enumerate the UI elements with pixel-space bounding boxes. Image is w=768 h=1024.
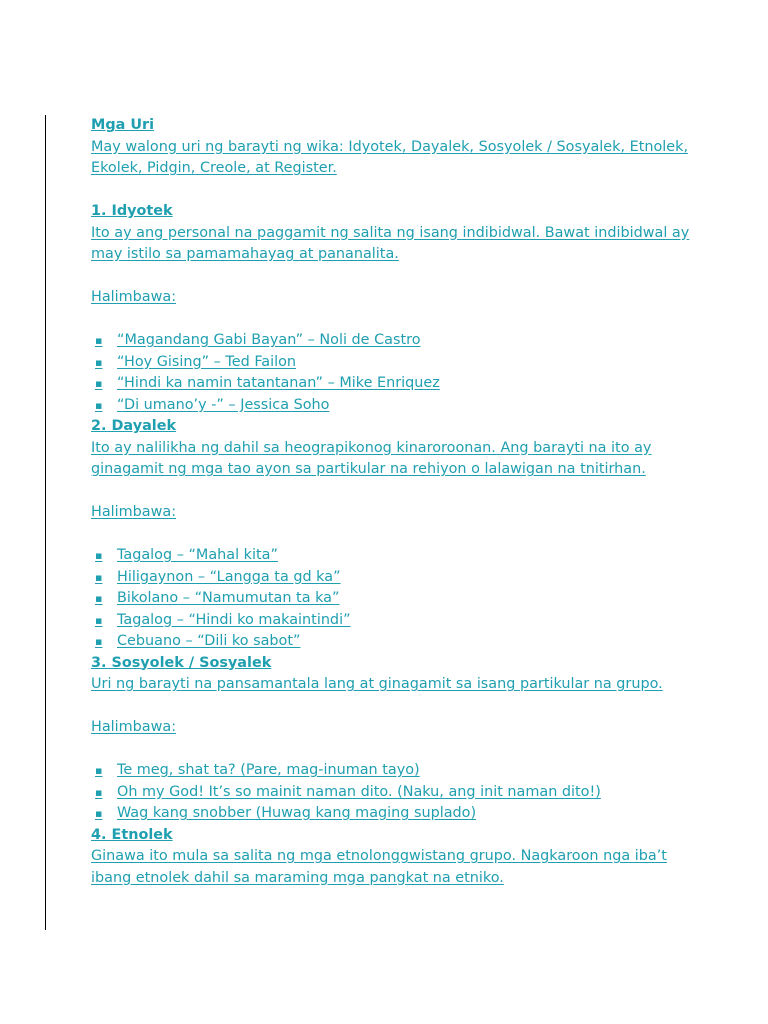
example-text: Wag kang snobber (Huwag kang maging suplado) (117, 805, 477, 821)
example-text: Cebuano – “Dili ko sabot” (117, 633, 301, 649)
bullet-icon: ▪ (95, 355, 103, 369)
example-text: “Hindi ka namin tatantanan” – Mike Enriquez (117, 375, 440, 391)
section-text-line: Ito ay ang personal na paggamit ng salita ng isang indibidwal. Bawat indibidwal ay (91, 224, 690, 241)
examples-list-idyotek (91, 330, 731, 416)
list-item (91, 352, 731, 374)
section-text-line: may istilo sa pamamahayag at pananalita. (91, 246, 399, 262)
list-item (91, 545, 731, 567)
section-text-line: ginagamit ng mga tao ayon sa partikular na rehiyon o lalawigan na tnitirhan. (91, 461, 646, 477)
example-text: Tagalog – “Hindi ko makaintindi” (117, 611, 351, 628)
bullet-icon: ▪ (95, 613, 103, 627)
section-text-line: Ginawa ito mula sa salita ng mga etnolonggwistang grupo. Nagkaroon nga iba’t (91, 848, 667, 864)
margin-line (45, 115, 46, 930)
examples-label: Halimbawa: (91, 289, 177, 305)
section-heading-sosyolek: 3. Sosyolek / Sosyalek (91, 654, 272, 671)
section-heading-etnolek: 4. Etnolek (91, 826, 173, 843)
section-text-line: Ito ay nalilikha ng dahil sa heograpikonog kinaroroonan. Ang barayti na ito ay (91, 439, 652, 456)
list-item (91, 373, 731, 395)
bullet-icon: ▪ (95, 334, 103, 347)
bullet-icon: ▪ (95, 592, 103, 605)
section-heading-dayalek: 2. Dayalek (91, 418, 177, 434)
bullet-icon: ▪ (95, 764, 103, 777)
intro-heading: Mga Uri (91, 117, 155, 133)
bullet-icon: ▪ (95, 377, 103, 390)
list-item (91, 395, 731, 417)
example-text: Te meg, shat ta? (Pare, mag-inuman tayo) (117, 762, 420, 778)
intro-line: May walong uri ng barayti ng wika: Idyotek, Dayalek, Sosyolek / Sosyalek, Etnolek, (91, 138, 689, 155)
intro-line: Ekolek, Pidgin, Creole, at Register. (91, 160, 337, 176)
document-body (91, 115, 731, 889)
example-text: “Magandang Gabi Bayan” – Noli de Castro (117, 332, 421, 348)
list-item (91, 803, 731, 825)
examples-list-dayalek (91, 545, 731, 653)
list-item (91, 610, 731, 632)
section-text-line: ibang etnolek dahil sa maraming mga pangkat na etniko. (91, 869, 504, 886)
example-text: Bikolano – “Namumutan ta ka” (117, 590, 340, 606)
examples-label: Halimbawa: (91, 719, 177, 735)
section-heading-idyotek: 1. Idyotek (91, 203, 173, 219)
bullet-icon: ▪ (95, 549, 103, 562)
list-item (91, 330, 731, 352)
section-text-line: Uri ng barayti na pansamantala lang at ginagamit sa isang partikular na grupo. (91, 676, 663, 692)
examples-label: Halimbawa: (91, 504, 177, 520)
examples-list-sosyolek (91, 760, 731, 825)
list-item (91, 588, 731, 610)
list-item (91, 782, 731, 804)
example-text: “Di umano’y -” – Jessica Soho (117, 396, 330, 413)
example-text: Oh my God! It’s so mainit naman dito. (Naku, ang init naman dito!) (117, 783, 601, 800)
bullet-icon: ▪ (95, 398, 103, 412)
bullet-icon: ▪ (95, 570, 103, 584)
list-item (91, 567, 731, 589)
example-text: Hiligaynon – “Langga ta gd ka” (117, 568, 341, 585)
example-text: “Hoy Gising” – Ted Failon (117, 353, 297, 370)
example-text: Tagalog – “Mahal kita” (117, 547, 278, 563)
bullet-icon: ▪ (95, 635, 103, 648)
bullet-icon: ▪ (95, 785, 103, 799)
list-item (91, 760, 731, 782)
list-item (91, 631, 731, 653)
bullet-icon: ▪ (95, 807, 103, 820)
